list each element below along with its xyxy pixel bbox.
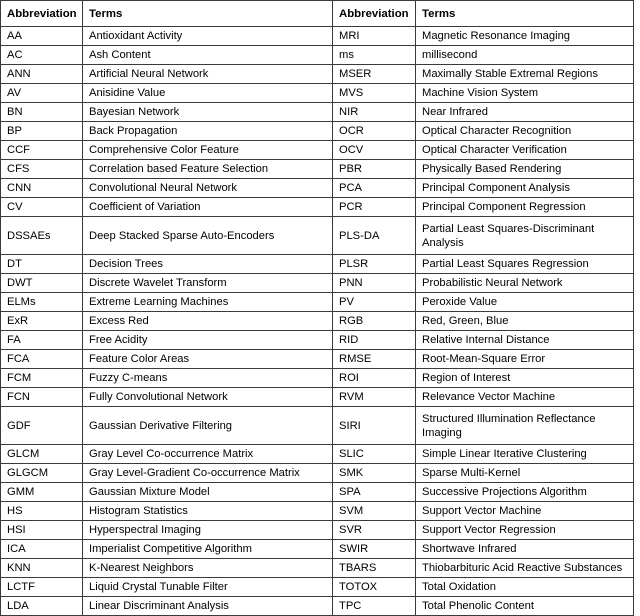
table-row bbox=[1, 540, 634, 559]
cell-term-left: Deep Stacked Sparse Auto-Encoders bbox=[83, 217, 333, 255]
cell-term-right: Partial Least Squares Regression bbox=[416, 255, 634, 274]
cell-abbreviation-left: KNN bbox=[1, 559, 83, 578]
cell-abbreviation-left: AA bbox=[1, 27, 83, 46]
cell-term-left: Convolutional Neural Network bbox=[83, 179, 333, 198]
cell-abbreviation-right: SLIC bbox=[333, 445, 416, 464]
cell-term-left: Anisidine Value bbox=[83, 84, 333, 103]
cell-abbreviation-left: HS bbox=[1, 502, 83, 521]
table-row bbox=[1, 179, 634, 198]
cell-term-left: Histogram Statistics bbox=[83, 502, 333, 521]
cell-abbreviation-left: GDF bbox=[1, 407, 83, 445]
table-row bbox=[1, 502, 634, 521]
cell-abbreviation-right: TPC bbox=[333, 597, 416, 616]
table-row bbox=[1, 407, 634, 445]
cell-abbreviation-left: ANN bbox=[1, 65, 83, 84]
cell-term-right: Successive Projections Algorithm bbox=[416, 483, 634, 502]
table-row bbox=[1, 27, 634, 46]
cell-abbreviation-right: NIR bbox=[333, 103, 416, 122]
cell-abbreviation-left: DSSAEs bbox=[1, 217, 83, 255]
table-row bbox=[1, 65, 634, 84]
column-header-terms-right: Terms bbox=[416, 1, 634, 27]
cell-abbreviation-left: HSI bbox=[1, 521, 83, 540]
table-row bbox=[1, 445, 634, 464]
cell-abbreviation-right: OCR bbox=[333, 122, 416, 141]
cell-abbreviation-right: SVM bbox=[333, 502, 416, 521]
cell-abbreviation-left: GMM bbox=[1, 483, 83, 502]
column-header-abbreviation-right: Abbreviation bbox=[333, 1, 416, 27]
cell-term-left: Correlation based Feature Selection bbox=[83, 160, 333, 179]
cell-term-left: Gaussian Derivative Filtering bbox=[83, 407, 333, 445]
cell-term-left: K-Nearest Neighbors bbox=[83, 559, 333, 578]
table-row bbox=[1, 312, 634, 331]
cell-term-right: Machine Vision System bbox=[416, 84, 634, 103]
cell-term-left: Back Propagation bbox=[83, 122, 333, 141]
cell-term-left: Fuzzy C-means bbox=[83, 369, 333, 388]
cell-term-right: Sparse Multi-Kernel bbox=[416, 464, 634, 483]
table-row bbox=[1, 122, 634, 141]
cell-term-left: Artificial Neural Network bbox=[83, 65, 333, 84]
column-header-abbreviation-left: Abbreviation bbox=[1, 1, 83, 27]
cell-abbreviation-left: ExR bbox=[1, 312, 83, 331]
cell-abbreviation-left: FCN bbox=[1, 388, 83, 407]
cell-abbreviation-right: RMSE bbox=[333, 350, 416, 369]
table-row bbox=[1, 597, 634, 616]
cell-term-left: Comprehensive Color Feature bbox=[83, 141, 333, 160]
table-row bbox=[1, 46, 634, 65]
cell-abbreviation-right: MRI bbox=[333, 27, 416, 46]
cell-abbreviation-left: FA bbox=[1, 331, 83, 350]
cell-term-left: Hyperspectral Imaging bbox=[83, 521, 333, 540]
table-row bbox=[1, 369, 634, 388]
cell-abbreviation-left: GLCM bbox=[1, 445, 83, 464]
cell-term-right: Relative Internal Distance bbox=[416, 331, 634, 350]
table-row bbox=[1, 483, 634, 502]
cell-term-left: Discrete Wavelet Transform bbox=[83, 274, 333, 293]
cell-term-left: Imperialist Competitive Algorithm bbox=[83, 540, 333, 559]
cell-abbreviation-right: SWIR bbox=[333, 540, 416, 559]
table-row bbox=[1, 293, 634, 312]
table-row bbox=[1, 255, 634, 274]
table-header bbox=[1, 1, 634, 27]
table-row bbox=[1, 464, 634, 483]
cell-term-left: Free Acidity bbox=[83, 331, 333, 350]
cell-abbreviation-left: BN bbox=[1, 103, 83, 122]
cell-term-left: Fully Convolutional Network bbox=[83, 388, 333, 407]
cell-abbreviation-left: FCA bbox=[1, 350, 83, 369]
cell-abbreviation-left: FCM bbox=[1, 369, 83, 388]
cell-term-left: Gray Level Co-occurrence Matrix bbox=[83, 445, 333, 464]
table-row bbox=[1, 350, 634, 369]
cell-abbreviation-right: PCA bbox=[333, 179, 416, 198]
cell-abbreviation-right: SVR bbox=[333, 521, 416, 540]
cell-term-left: Excess Red bbox=[83, 312, 333, 331]
cell-term-right: Probabilistic Neural Network bbox=[416, 274, 634, 293]
cell-abbreviation-left: AC bbox=[1, 46, 83, 65]
cell-abbreviation-left: BP bbox=[1, 122, 83, 141]
cell-abbreviation-left: GLGCM bbox=[1, 464, 83, 483]
cell-abbreviation-right: ms bbox=[333, 46, 416, 65]
cell-abbreviation-right: TOTOX bbox=[333, 578, 416, 597]
cell-abbreviation-right: TBARS bbox=[333, 559, 416, 578]
cell-abbreviation-right: PCR bbox=[333, 198, 416, 217]
cell-abbreviation-right: PNN bbox=[333, 274, 416, 293]
cell-abbreviation-right: RVM bbox=[333, 388, 416, 407]
cell-term-right: Optical Character Recognition bbox=[416, 122, 634, 141]
cell-term-right: Optical Character Verification bbox=[416, 141, 634, 160]
cell-abbreviation-left: DWT bbox=[1, 274, 83, 293]
cell-term-right: millisecond bbox=[416, 46, 634, 65]
table-row bbox=[1, 141, 634, 160]
cell-abbreviation-left: ELMs bbox=[1, 293, 83, 312]
cell-abbreviation-right: SIRI bbox=[333, 407, 416, 445]
table-body bbox=[1, 27, 634, 616]
cell-abbreviation-left: CNN bbox=[1, 179, 83, 198]
cell-abbreviation-right: PLSR bbox=[333, 255, 416, 274]
table-row bbox=[1, 160, 634, 179]
table-row bbox=[1, 578, 634, 597]
cell-term-right: Partial Least Squares-Discriminant Analysis bbox=[416, 217, 634, 255]
cell-abbreviation-right: OCV bbox=[333, 141, 416, 160]
cell-term-left: Decision Trees bbox=[83, 255, 333, 274]
table-row bbox=[1, 559, 634, 578]
cell-term-right: Magnetic Resonance Imaging bbox=[416, 27, 634, 46]
cell-term-right: Thiobarbituric Acid Reactive Substances bbox=[416, 559, 634, 578]
cell-term-left: Extreme Learning Machines bbox=[83, 293, 333, 312]
table-row bbox=[1, 331, 634, 350]
cell-abbreviation-right: SMK bbox=[333, 464, 416, 483]
cell-abbreviation-right: ROI bbox=[333, 369, 416, 388]
cell-term-right: Near Infrared bbox=[416, 103, 634, 122]
table-row bbox=[1, 521, 634, 540]
table-row bbox=[1, 388, 634, 407]
cell-abbreviation-right: MVS bbox=[333, 84, 416, 103]
table-row bbox=[1, 274, 634, 293]
cell-term-right: Physically Based Rendering bbox=[416, 160, 634, 179]
cell-term-right: Support Vector Machine bbox=[416, 502, 634, 521]
cell-abbreviation-left: CCF bbox=[1, 141, 83, 160]
cell-abbreviation-right: PV bbox=[333, 293, 416, 312]
cell-abbreviation-left: LDA bbox=[1, 597, 83, 616]
cell-term-left: Coefficient of Variation bbox=[83, 198, 333, 217]
cell-term-left: Gaussian Mixture Model bbox=[83, 483, 333, 502]
cell-abbreviation-left: AV bbox=[1, 84, 83, 103]
cell-term-right: Region of Interest bbox=[416, 369, 634, 388]
cell-abbreviation-left: DT bbox=[1, 255, 83, 274]
cell-term-right: Shortwave Infrared bbox=[416, 540, 634, 559]
cell-term-right: Structured Illumination Reflectance Imaging bbox=[416, 407, 634, 445]
cell-term-right: Total Phenolic Content bbox=[416, 597, 634, 616]
cell-term-right: Support Vector Regression bbox=[416, 521, 634, 540]
table-row bbox=[1, 198, 634, 217]
cell-abbreviation-right: RID bbox=[333, 331, 416, 350]
cell-abbreviation-left: ICA bbox=[1, 540, 83, 559]
cell-term-right: Total Oxidation bbox=[416, 578, 634, 597]
cell-term-left: Bayesian Network bbox=[83, 103, 333, 122]
cell-term-right: Peroxide Value bbox=[416, 293, 634, 312]
cell-term-left: Ash Content bbox=[83, 46, 333, 65]
cell-abbreviation-left: LCTF bbox=[1, 578, 83, 597]
cell-abbreviation-right: RGB bbox=[333, 312, 416, 331]
cell-term-right: Simple Linear Iterative Clustering bbox=[416, 445, 634, 464]
cell-term-left: Liquid Crystal Tunable Filter bbox=[83, 578, 333, 597]
cell-term-right: Principal Component Regression bbox=[416, 198, 634, 217]
cell-abbreviation-right: PLS-DA bbox=[333, 217, 416, 255]
cell-abbreviation-right: SPA bbox=[333, 483, 416, 502]
cell-abbreviation-right: MSER bbox=[333, 65, 416, 84]
cell-term-left: Antioxidant Activity bbox=[83, 27, 333, 46]
cell-abbreviation-right: PBR bbox=[333, 160, 416, 179]
cell-abbreviation-left: CV bbox=[1, 198, 83, 217]
table-row bbox=[1, 103, 634, 122]
cell-term-right: Root-Mean-Square Error bbox=[416, 350, 634, 369]
table-row bbox=[1, 84, 634, 103]
cell-term-left: Feature Color Areas bbox=[83, 350, 333, 369]
cell-term-right: Red, Green, Blue bbox=[416, 312, 634, 331]
table-header-row bbox=[1, 1, 634, 27]
cell-term-right: Relevance Vector Machine bbox=[416, 388, 634, 407]
cell-term-left: Gray Level-Gradient Co-occurrence Matrix bbox=[83, 464, 333, 483]
table-row bbox=[1, 217, 634, 255]
cell-term-right: Principal Component Analysis bbox=[416, 179, 634, 198]
cell-term-left: Linear Discriminant Analysis bbox=[83, 597, 333, 616]
cell-abbreviation-left: CFS bbox=[1, 160, 83, 179]
column-header-terms-left: Terms bbox=[83, 1, 333, 27]
cell-term-right: Maximally Stable Extremal Regions bbox=[416, 65, 634, 84]
